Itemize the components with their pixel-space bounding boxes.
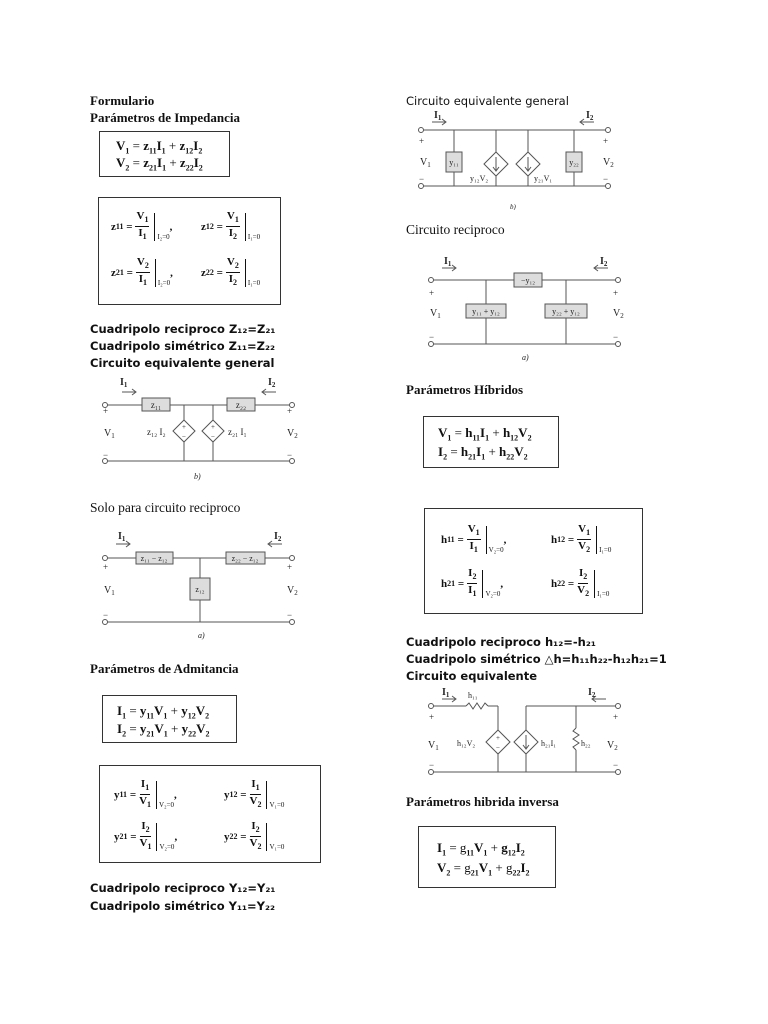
caption-a: a) [198,631,205,640]
svg-text:I2: $I_2$ [586,110,594,122]
admittance-eq-1: $I_1 = y_{11}V_1 + y_{12}V_2$ [117,703,210,721]
hybrid-equations-box [423,416,559,468]
svg-text:V1: $V_1$ [420,157,431,169]
svg-text:−: − [603,174,609,184]
y22-label: y₂₂ [569,158,579,167]
def-h21: h 21 = $\frac{I_2}{I_1}$ V₂=0 , [441,567,504,599]
impedance-heading: Parámetros de Impedancia [90,110,240,125]
svg-text:−: − [429,760,435,770]
inverse-hybrid-heading: Parámetros hibrida inversa [406,794,559,809]
y-equivalent-circuit [414,106,618,210]
svg-text:I1: $I_1$ [434,110,442,122]
z-reciprocal-note: Cuadripolo reciproco Z₁₂=Z₂₁ [90,322,276,336]
z22-label: z₂₂ [235,400,247,410]
h-equivalent-circuit [424,686,628,782]
svg-text:+: + [429,712,435,722]
svg-text:V1: $V_1$ [430,308,441,320]
def-y12: y 12 = $\frac{I_1}{V_2}$ V₁=0 [224,778,285,810]
za-label: z₁₁ − z₁₂ [140,554,168,563]
svg-text:I2: $I_2$ [274,531,282,543]
z-symmetric-note: Cuadripolo simétrico Z₁₁=Z₂₂ [90,339,276,353]
svg-text:I1: $I_1$ [442,687,450,699]
svg-text:−: − [419,174,425,184]
y-symmetric-note: Cuadripolo simétrico Y₁₁=Y₂₂ [90,899,276,913]
svg-text:−: − [429,332,435,342]
def-y21: y 21 = $\frac{I_2}{V_1}$ V₂=0 , [114,820,178,852]
svg-text:I2: $I_2$ [600,256,608,268]
admittance-heading: Parámetros de Admitancia [90,661,239,676]
def-z11: z 11 = $\frac{V_1}{I_1}$ I₂=0 , [111,210,173,242]
z-equivalent-heading: Circuito equivalente general [90,356,275,370]
svg-text:+: + [182,423,186,431]
inverse-eq-1: $I_1 = g_{11}V_1 + g_{12}I_2$ [437,840,525,858]
svg-text:V1: $V_1$ [104,585,115,597]
svg-text:+: + [287,406,293,416]
y-equivalent-heading: Circuito equivalente general [406,94,569,108]
caption-b: b) [194,472,201,481]
svg-text:−: − [103,450,109,460]
page-title: Formulario [90,93,155,108]
admittance-eq-2: $I_2 = y_{21}V_1 + y_{22}V_2$ [117,721,210,739]
svg-text:+: + [211,423,215,431]
svg-text:h₂₁I₁: h₂₁I₁ [541,739,557,748]
svg-text:y₂₂ + y₁₂: y₂₂ + y₁₂ [552,307,580,316]
svg-text:−: − [211,433,215,441]
z11-label: z₁₁ [150,400,162,410]
svg-text:b): b) [510,203,516,210]
hybrid-eq-1: $V_1 = h_{11}I_1 + h_{12}V_2$ [438,425,532,443]
svg-text:V1: $V_1$ [428,740,439,752]
svg-text:−: − [287,610,293,620]
z-equivalent-circuit [98,372,302,484]
y-reciprocal-circuit [424,256,628,366]
v2-label: $V_2$ [287,428,298,440]
def-h12: h 12 = $\frac{V_1}{V_2}$ I₁=0 [551,523,612,555]
hybrid-definitions-box [424,508,643,614]
def-y22: y 22 = $\frac{I_2}{V_2}$ V₁=0 [224,820,285,852]
y-reciprocal-heading: Circuito reciproco [406,222,505,237]
svg-text:+: + [613,712,619,722]
z-reciprocal-heading: Solo para circuito reciproco [90,500,241,515]
svg-text:V2: $V_2$ [287,585,298,597]
z-reciprocal-circuit [98,530,302,642]
impedance-eq-2: $V_2 = z_{21}I_1 + z_{22}I_2$ [116,155,203,173]
impedance-eq-1: $V_1 = z_{11}I_1 + z_{12}I_2$ [116,138,203,156]
def-z22: z 22 = $\frac{V_2}{I_2}$ I₁=0 [201,256,261,288]
impedance-equations-box [99,131,230,177]
svg-text:I2: $I_2$ [588,687,596,699]
svg-text:y₂₁V₁: y₂₁V₁ [534,174,553,183]
admittance-definitions-box [99,765,321,863]
svg-text:+: + [419,136,425,146]
svg-text:+: + [103,406,109,416]
svg-text:h₂₂: h₂₂ [581,739,591,748]
def-z21: z 21 = $\frac{V_2}{I_1}$ I₂=0 , [111,256,173,288]
svg-text:h₁₁: h₁₁ [468,691,478,700]
z12-source-label: z₁₂ I₂ [147,427,166,437]
svg-text:y₁₁ + y₁₂: y₁₁ + y₁₂ [472,307,500,316]
zc-label: z₁₂ [195,585,205,594]
z21-source-label: z₂₁ I₁ [228,427,247,437]
svg-text:h₁₂V₂: h₁₂V₂ [457,739,476,748]
i1-label: $I_1$ [120,377,128,389]
h-reciprocal-note: Cuadripolo reciproco h₁₂=-h₂₁ [406,635,596,649]
def-h22: h 22 = $\frac{I_2}{V_2}$ I₁=0 [551,567,610,599]
svg-text:I1: $I_1$ [118,531,126,543]
svg-text:−y₁₂: −y₁₂ [520,276,536,285]
svg-text:−: − [182,433,186,441]
svg-text:−: − [613,760,619,770]
v1-label: $V_1$ [104,428,115,440]
y11-label: y₁₁ [449,158,459,167]
svg-text:+: + [287,562,293,572]
svg-text:+: + [429,288,435,298]
svg-text:V2: $V_2$ [607,740,618,752]
def-y11: y 11 = $\frac{I_1}{V_1}$ V₂=0 , [114,778,177,810]
svg-text:−: − [613,332,619,342]
svg-text:+: + [103,562,109,572]
svg-text:+: + [603,136,609,146]
i2-label: $I_2$ [268,377,276,389]
h-symmetric-note: Cuadripolo simétrico △h=h₁₁h₂₂-h₁₂h₂₁=1 [406,652,667,666]
svg-text:−: − [287,450,293,460]
zb-label: z₂₂ − z₁₂ [231,554,259,563]
svg-text:V2: $V_2$ [613,308,624,320]
svg-text:a): a) [522,353,529,362]
svg-text:−: − [103,610,109,620]
hybrid-heading: Parámetros Híbridos [406,382,524,397]
svg-text:y₁₂V₂: y₁₂V₂ [470,174,489,183]
def-h11: h 11 = $\frac{V_1}{I_1}$ V₂=0 , [441,523,507,555]
def-z12: z 12 = $\frac{V_1}{I_2}$ I₁=0 [201,210,261,242]
svg-text:−: − [496,744,500,752]
svg-text:+: + [613,288,619,298]
admittance-equations-box [102,695,237,743]
svg-text:I1: $I_1$ [444,256,452,268]
hybrid-eq-2: $I_2 = h_{21}I_1 + h_{22}V_2$ [438,444,528,462]
svg-text:+: + [496,734,500,742]
impedance-definitions-box [98,197,281,305]
svg-text:V2: $V_2$ [603,157,614,169]
y-reciprocal-note: Cuadripolo reciproco Y₁₂=Y₂₁ [90,881,276,895]
h-equivalent-heading: Circuito equivalente [406,669,538,683]
inverse-hybrid-equations-box [418,826,556,888]
inverse-eq-2: $V_2 = g_{21}V_1 + g_{22}I_2$ [437,860,530,878]
